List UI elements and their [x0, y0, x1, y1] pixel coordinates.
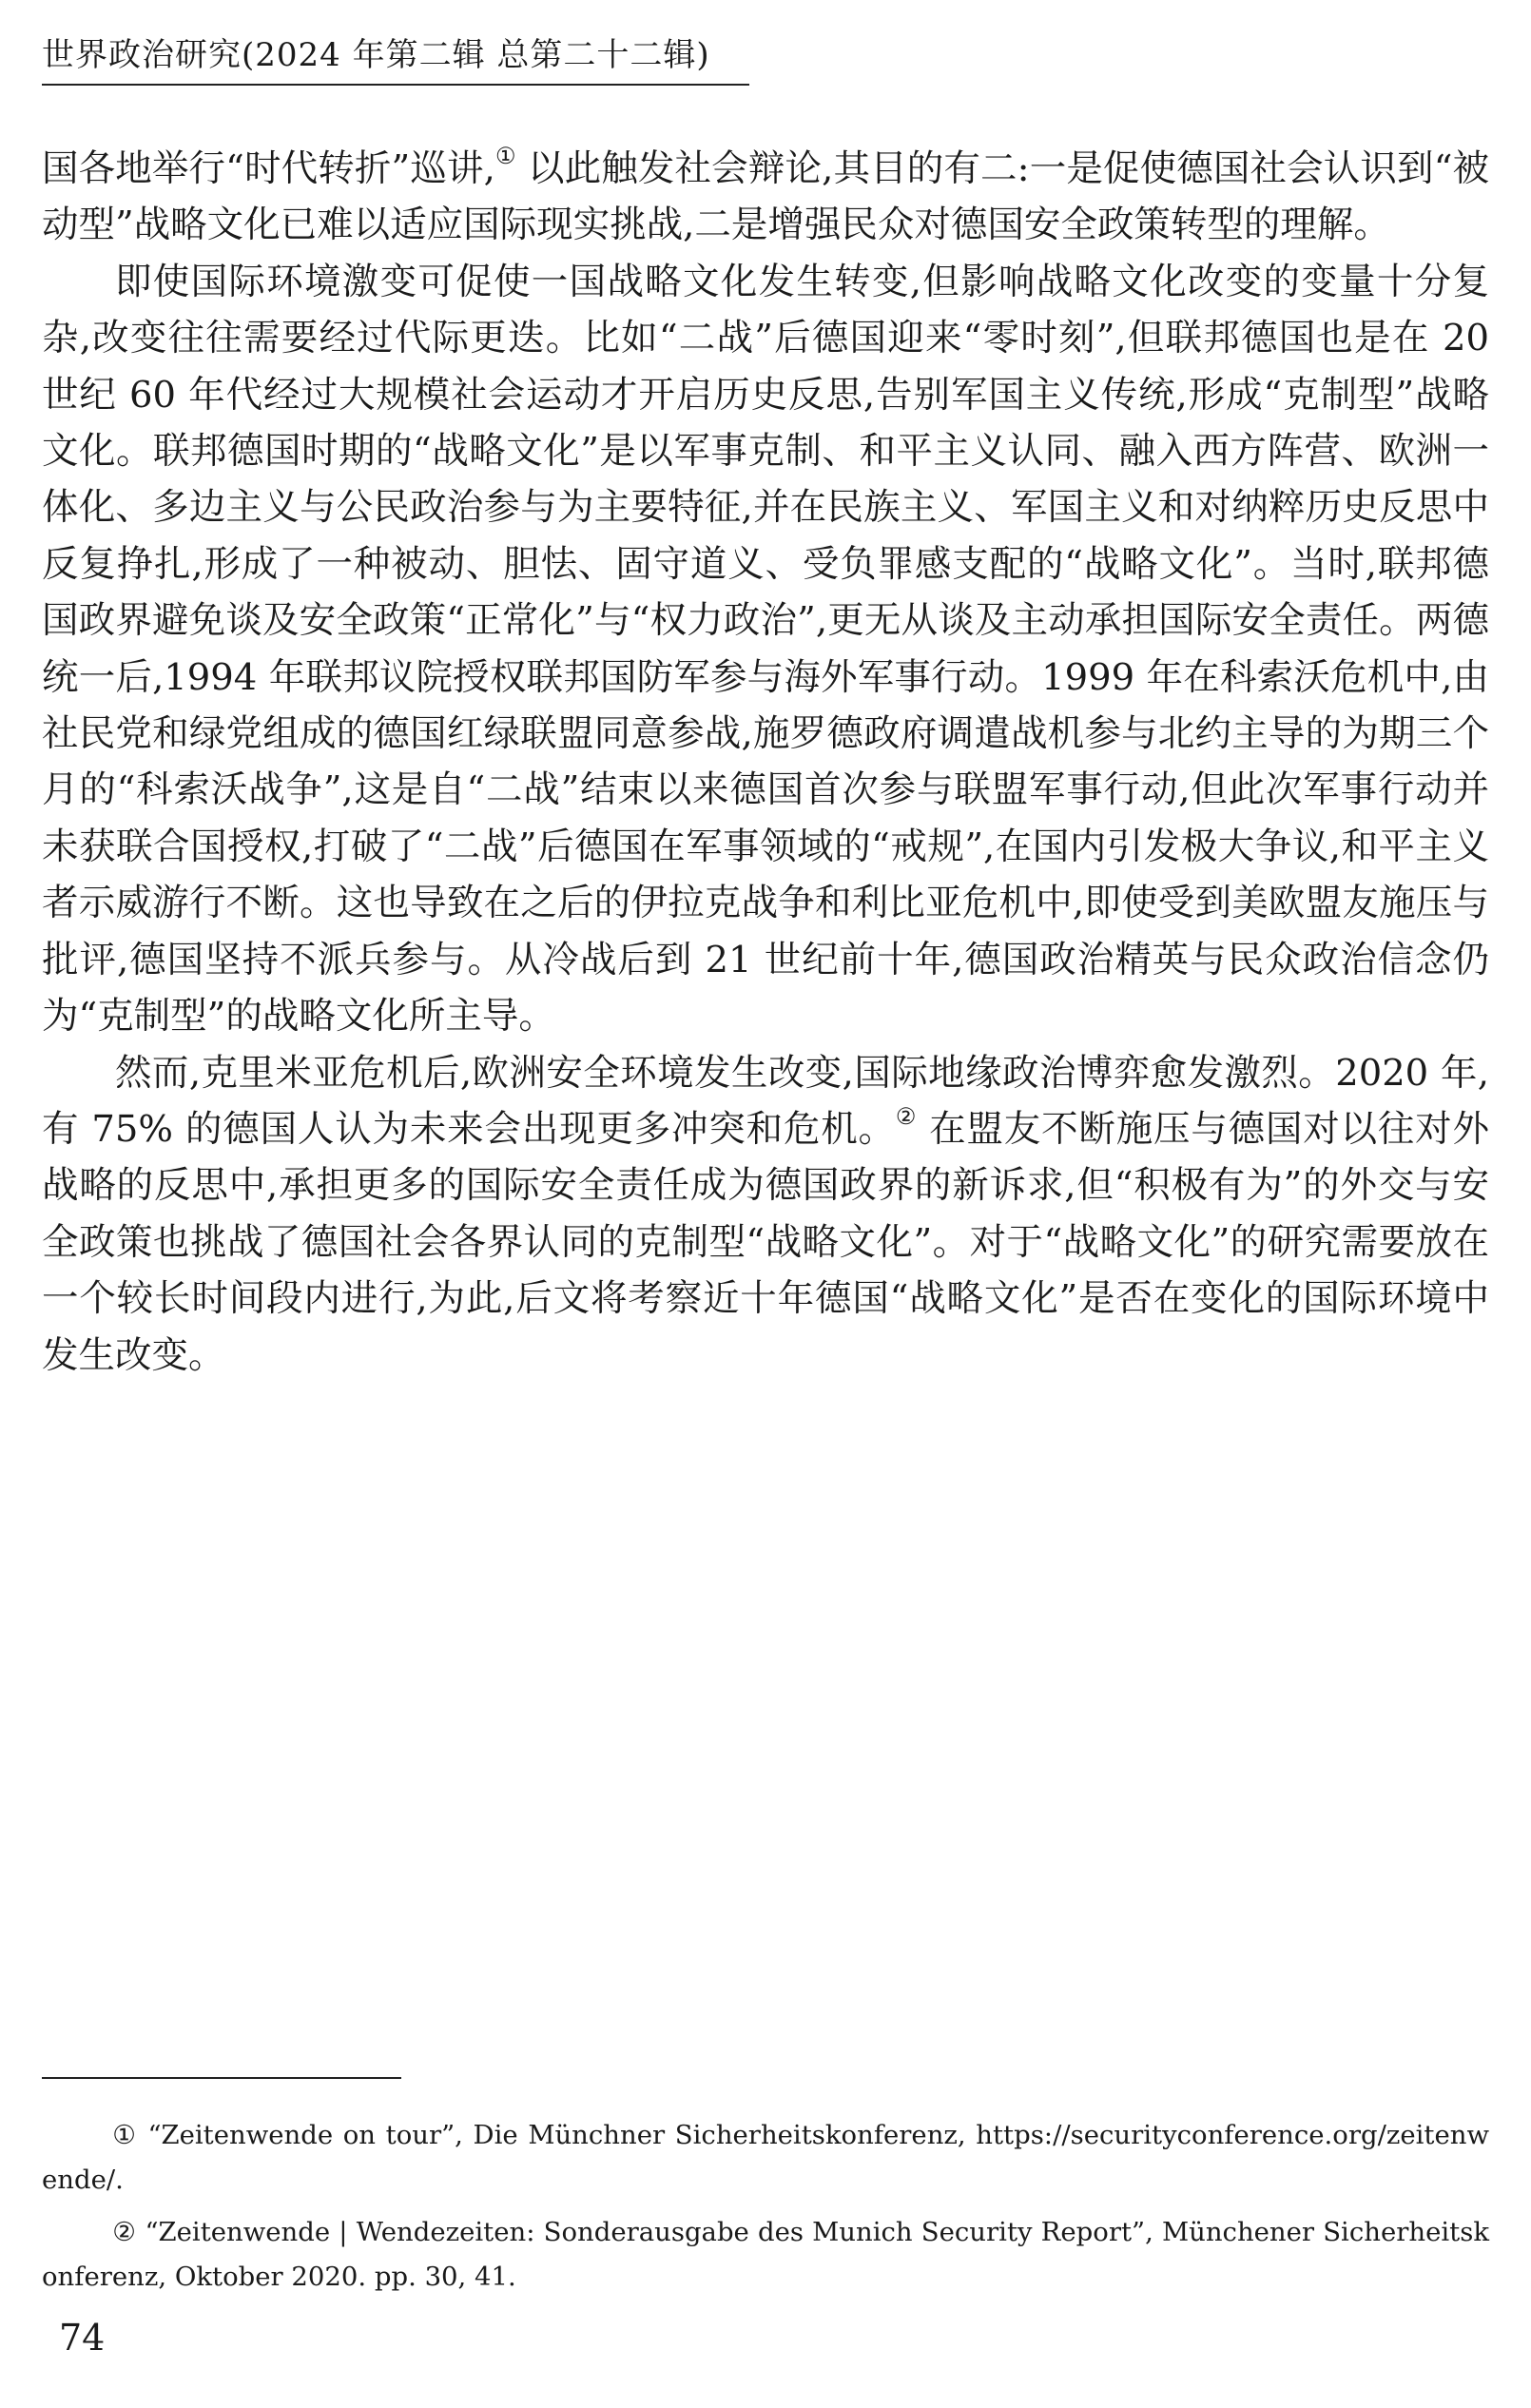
main-text [42, 141, 1489, 1384]
paragraph-1-text-b: 以此触发社会辩论,其目的有二:一是促使德国社会认识到“被动型”战略文化已难以适应国际现实挑战,二是增强民众对德国安全政策转型的理解。 [42, 147, 1490, 247]
footnote-ref-2[interactable]: ② [895, 1102, 918, 1130]
paragraph-1-text-a: 国各地举行“时代转折”巡讲, [42, 147, 495, 190]
footnote-ref-1[interactable]: ① [494, 143, 516, 169]
footnotes [42, 2113, 1489, 2307]
running-title: 世界政治研究(2024 年第二辑 总第二十二辑) [42, 36, 710, 74]
paragraph-2: 即使国际环境激变可促使一国战略文化发生转变,但影响战略文化改变的变量十分复杂,改变往往需要经过代际更迭。比如“二战”后德国迎来“零时刻”,但联邦德国也是在 20 世纪 60 年代经过大规模社会运动才开启历史反思,告别军国主义传统,形成“克制型”战略文化。联邦德国时期的“战略文化”是以军事克制、和平主义认同、融入西方阵营、欧洲一体化、多边主义与公民政治参与为主要特征,并在民族主义、军国主义和对纳粹历史反思中反复挣扎,形成了一种被动、胆怯、固守道义、受负罪感支配的“战略文化”。当时,联邦德国政界避免谈及安全政策“正常化”与“权力政治”,更无从谈及主动承担国际安全责任。两德统一后,1994 年联邦议院授权联邦国防军参与海外军事行动。1999 年在科索沃危机中,由社民党和绿党组成的德国红绿联盟同意参战,施罗德政府调遣战机参与北约主导的为期三个月的“科索沃战争”,这是自“二战”结束以来德国首次参与联盟军事行动,但此次军事行动并未获联合国授权,打破了“二战”后德国在军事领域的“戒规”,在国内引发极大争议,和平主义者示威游行不断。这也导致在之后的伊拉克战争和利比亚危机中,即使受到美欧盟友施压与批评,德国坚持不派兵参与。从冷战后到 21 世纪前十年,德国政治精英与民众政治信念仍为“克制型”的战略文化所主导。 [42, 260, 1489, 1039]
paragraph-3 [42, 1045, 1489, 1384]
footnote-2: ② “Zeitenwende | Wendezeiten: Sonderausgabe des Munich Security Report”, Münchener Sicherheitskonferenz, Oktober 2020. pp. 30, 41. [42, 2217, 1489, 2292]
paragraph-3-text-a: 然而,克里米亚危机后,欧洲安全环境发生改变,国际地缘政治博弈愈发激烈。2020 年,有 75% 的德国人认为未来会出现更多冲突和危机。 [42, 1051, 1489, 1151]
page-number: 74 [59, 2317, 106, 2359]
header-divider [42, 84, 749, 86]
footnote-1: ① “Zeitenwende on tour”, Die Münchner Sicherheitskonferenz, https://securityconference.org/zeitenwende/. [42, 2120, 1489, 2195]
footnote-divider [42, 2077, 401, 2079]
paragraph-3-text-b: 在盟友不断施压与德国对以往对外战略的反思中,承担更多的国际安全责任成为德国政界的新诉求,但“积极有为”的外交与安全政策也挑战了德国社会各界认同的克制型“战略文化”。对于“战略文化”的研究需要放在一个较长时间段内进行,为此,后文将考察近十年德国“战略文化”是否在变化的国际环境中发生改变。 [42, 1107, 1489, 1377]
running-header [42, 32, 746, 78]
paragraph-1 [42, 141, 1489, 254]
